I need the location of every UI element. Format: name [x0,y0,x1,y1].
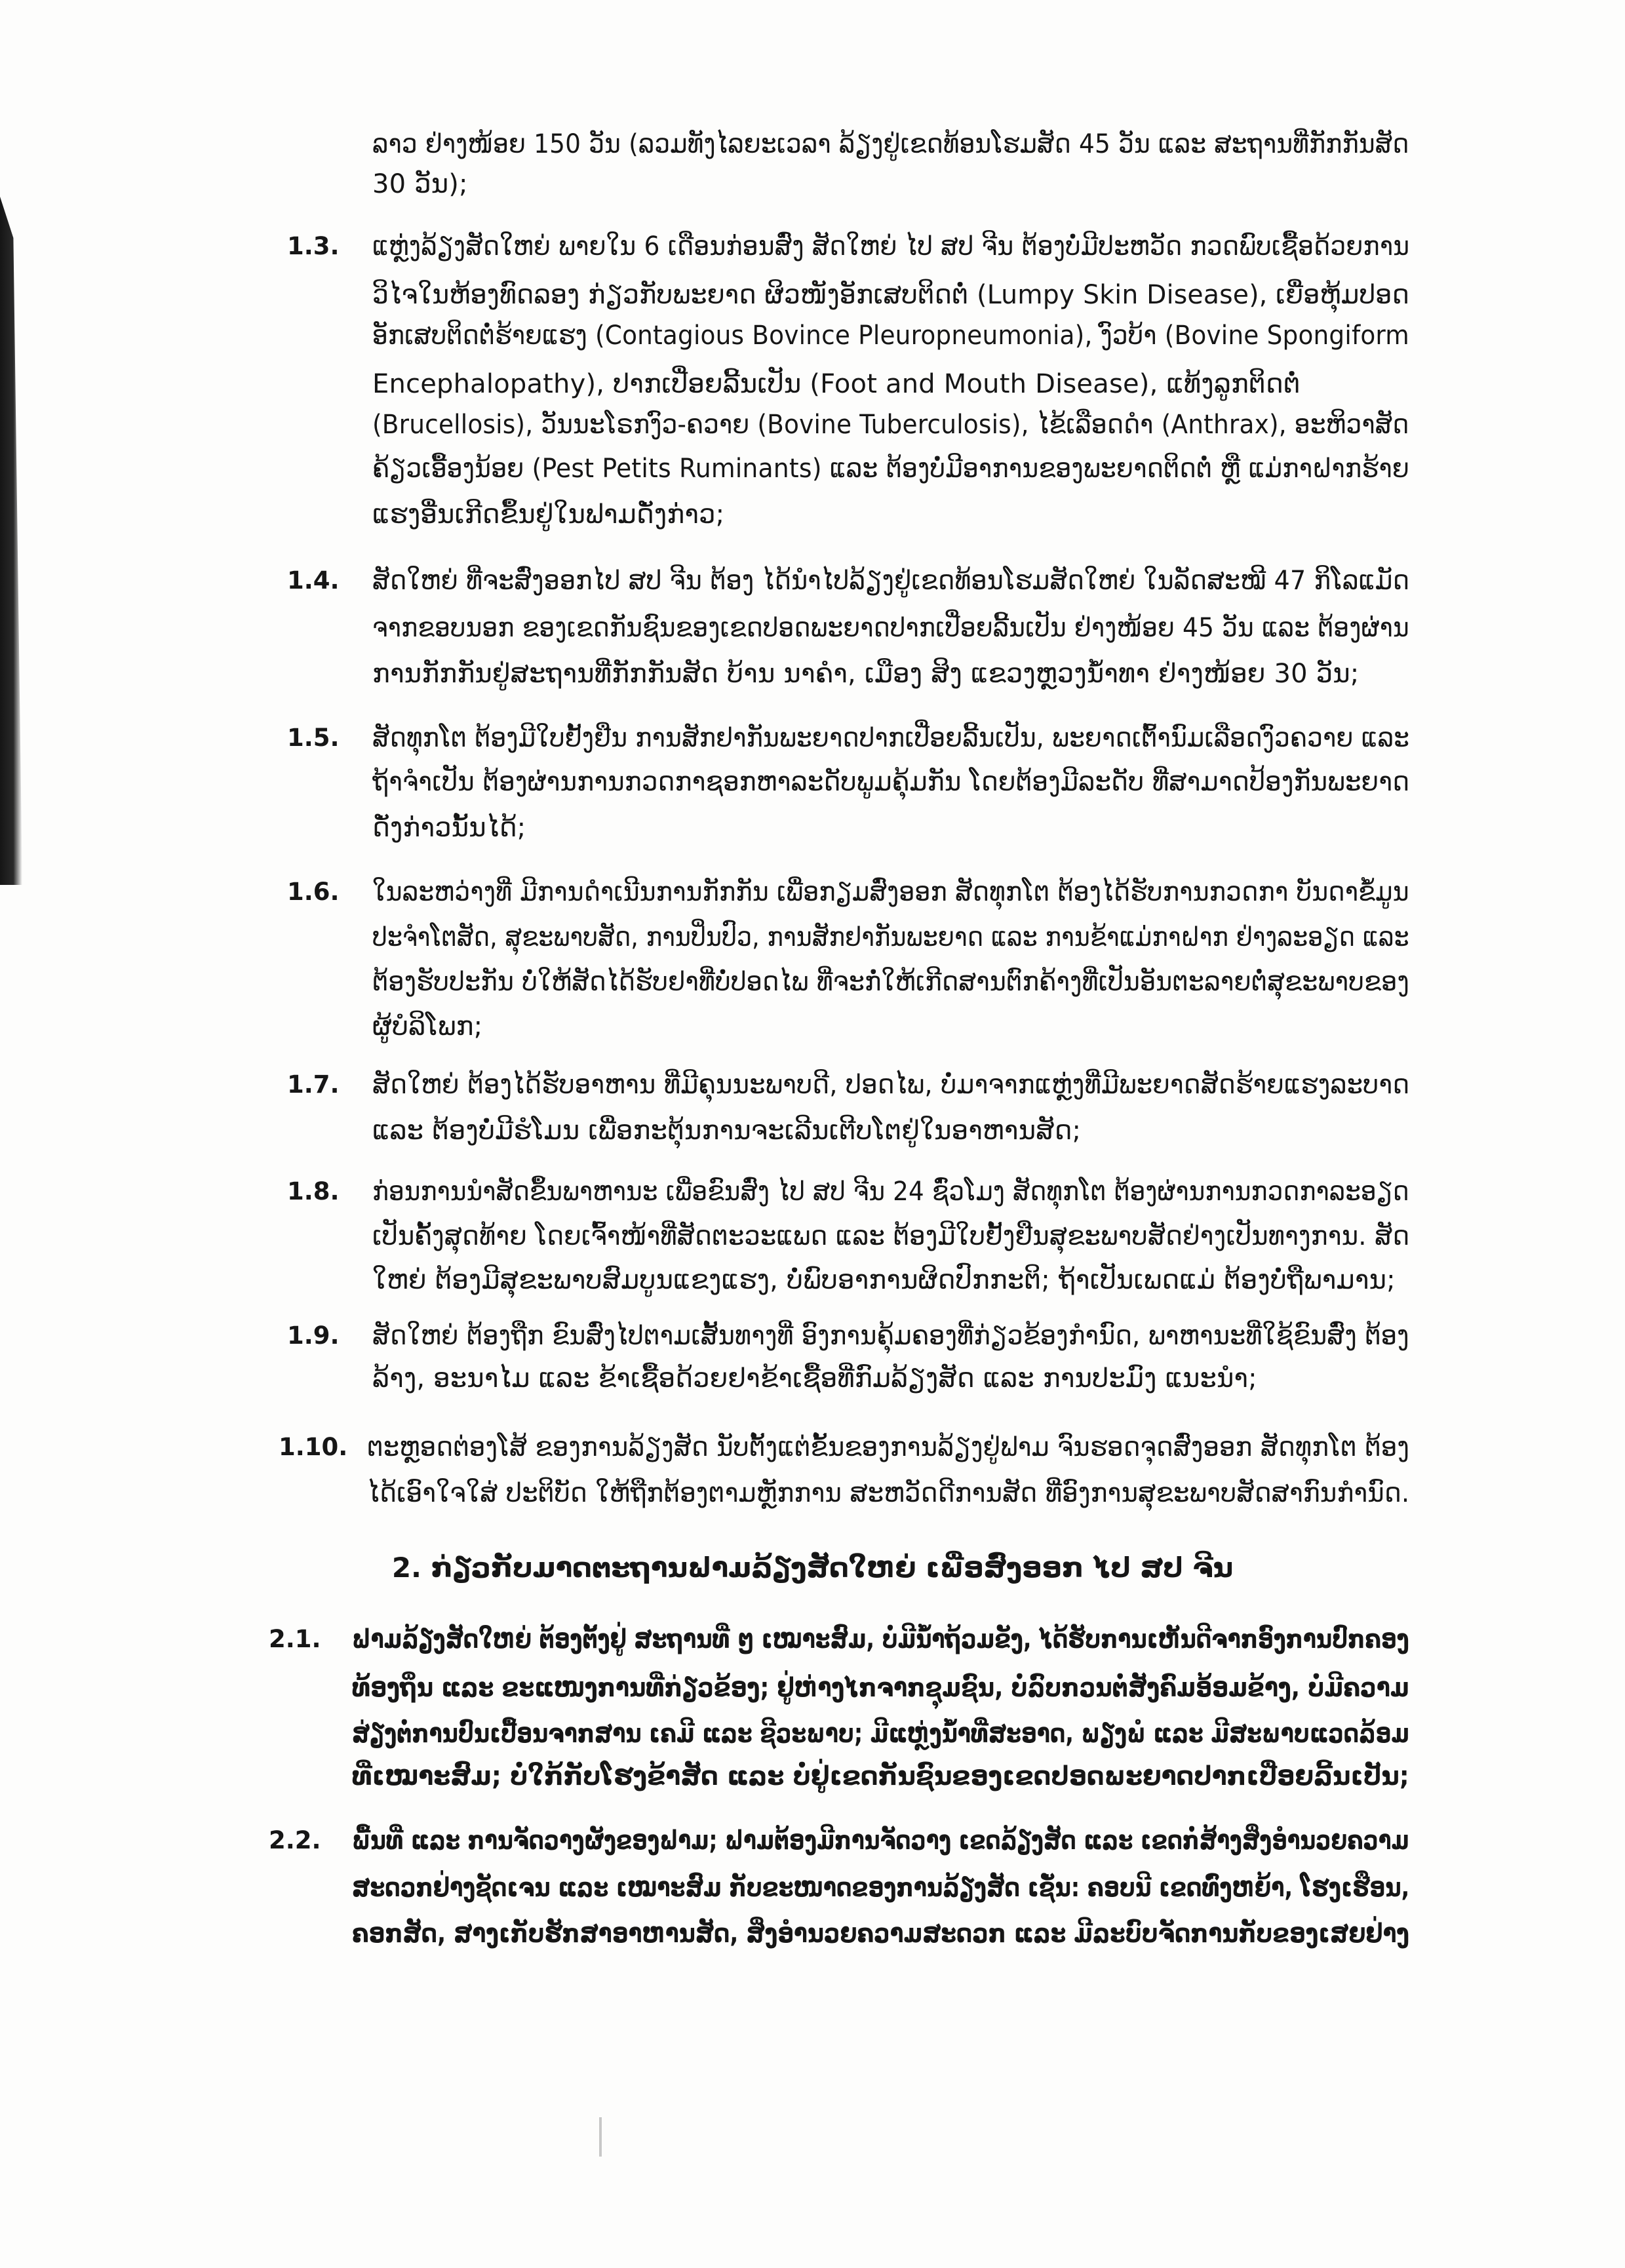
item-number: 1.7. [287,1070,340,1099]
paragraph-line: ແຫຼ່ງລ້ຽງສັດໃຫຍ່ ພາຍໃນ 6 ເດືອນກ່ອນສົ່ງ ສັດໃຫຍ່ ໄປ ສປ ຈີນ ຕ້ອງບໍ່ມີປະຫວັດ ກວດພົບເຊື້ອດ້ວຍການ [372,231,1410,262]
item-number: 1.3. [287,232,340,260]
scan-shadow [0,197,22,885]
scan-mark [599,2117,602,2157]
intro-line: ລາວ ຢ່າງໜ້ອຍ 150 ວັນ (ລວມທັງໄລຍະເວລາ ລ້ຽງຢູ່ເຂດທ້ອນໂຮມສັດ 45 ວັນ ແລະ ສະຖານທີ່ກັກກັນສັດ [372,129,1409,159]
paragraph-line: ຖ້າຈຳເປັນ ຕ້ອງຜ່ານການກວດກາຊອກຫາລະດັບພູມຄຸ້ມກັນ ໂດຍຕ້ອງມີລະດັບ ທີ່ສາມາດປ້ອງກັນພະຍາດ [372,767,1410,797]
paragraph-line: ໃນລະຫວ່າງທີ່ ມີການດຳເນີນການກັກກັນ ເພື່ອກຽມສົ່ງອອກ ສັດທຸກໂຕ ຕ້ອງໄດ້ຮັບການກວດກາ ບັນດາຂໍ້ມູນ [372,877,1409,907]
item-number: 1.5. [287,724,340,752]
paragraph-line: ວິໄຈໃນຫ້ອງທົດລອງ ກ່ຽວກັບພະຍາດ ຜິວໜັງອັກເສບຕິດຕໍ່ (Lumpy Skin Disease), ເຍື່ອຫຸ້ມປອດ [372,280,1409,310]
item-number: 1.10. [279,1433,348,1461]
paragraph-line: ກ່ອນການນຳສັດຂຶ້ນພາຫານະ ເພື່ອຂົນສົ່ງ ໄປ ສປ ຈີນ 24 ຊົ່ວໂມງ ສັດທຸກໂຕ ຕ້ອງຜ່ານການກວດກາລະອຽດ [372,1177,1409,1207]
paragraph-line: ແຮງອື່ນເກີດຂຶ້ນຢູ່ໃນຟາມດັ່ງກ່າວ; [372,499,725,530]
item-number: 1.6. [287,878,340,906]
paragraph-line: ໄດ້ເອົາໃຈໃສ່ ປະຕິບັດ ໃຫ້ຖືກຕ້ອງຕາມຫຼັກການ ສະຫວັດດີການສັດ ທີ່ອົງການສຸຂະພາບສັດສາກົນກຳນົດ. [367,1478,1410,1508]
paragraph-line: ອັກເສບຕິດຕໍ່ຮ້າຍແຮງ (Contagious Bovince Pleuropneumonia), ງົວບ້າ (Bovine Spongiform [372,321,1409,351]
paragraph-line: ເປັນຄັ້ງສຸດທ້າຍ ໂດຍເຈົ້າໜ້າທີ່ສັດຕະວະແພດ ແລະ ຕ້ອງມີໃບຢັ້ງຢືນສຸຂະພາບສັດຢ່າງເປັນທາງການ. ສັດ [372,1221,1410,1251]
item-number: 1.8. [287,1177,340,1205]
paragraph-line: ປະຈຳໂຕສັດ, ສຸຂະພາບສັດ, ການປິ່ນປົວ, ການສັກຢາກັນພະຍາດ ແລະ ການຂ້າແມ່ກາຝາກ ຢ່າງລະອຽດ ແລະ [372,922,1409,952]
paragraph-line: ສັດໃຫຍ່ ຕ້ອງຖືກ ຂົນສົ່ງໄປຕາມເສັ້ນທາງທີ່ ອົງການຄຸ້ມຄອງທີ່ກ່ຽວຂ້ອງກຳນົດ, ພາຫານະທີ່ໃຊ້ຂົນສົ່ງ ຕ້ອງ [372,1321,1409,1351]
paragraph-line: ຕະຫຼອດຕ່ອງໂສ້ ຂອງການລ້ຽງສັດ ນັບຕັ້ງແຕ່ຂັ້ນຂອງການລ້ຽງຢູ່ຟາມ ຈົນຮອດຈຸດສົ່ງອອກ ສັດທຸກໂຕ ຕ້ອງ [367,1432,1410,1462]
item-number: 2.2. [269,1826,321,1854]
paragraph-line: ຜູ້ບໍລິໂພກ; [372,1011,483,1042]
paragraph-line: (Brucellosis), ວັນນະໂຣກງົວ-ຄວາຍ (Bovine Tuberculosis), ໄຂ້ເລືອດດຳ (Anthrax), ອະຫິວາສັດ [372,410,1409,440]
item-number: 1.9. [287,1321,340,1350]
paragraph-line: ສະດວກຢ່າງຊັດເຈນ ແລະ ເໝາະສົມ ກັບຂະໜາດຂອງການລ້ຽງສັດ ເຊັ່ນ: ຄອບນີ ເຂດທົ່ງຫຍ້າ, ໂຮງເຮືອນ, [352,1873,1410,1903]
paragraph-line: ຄອກສັດ, ສາງເກັບຮັກສາອາຫານສັດ, ສິ່ງອຳນວຍຄວາມສະດວກ ແລະ ມີລະບົບຈັດການກັບຂອງເສຍຢ່າງ [352,1919,1410,1949]
paragraph-line: ໃຫຍ່ ຕ້ອງມີສຸຂະພາບສົມບູນແຂງແຮງ, ບໍ່ພົບອາການຜິດປົກກະຕິ; ຖ້າເປັນເພດແມ່ ຕ້ອງບໍ່ຖືພາມານ; [372,1265,1396,1295]
intro-line: 30 ວັນ); [372,169,468,199]
item-number: 2.1. [269,1625,321,1653]
paragraph-line: ຟາມລ້ຽງສັດໃຫຍ່ ຕ້ອງຕັ້ງຢູ່ ສະຖານທີ່ ໆ ເໝາະສົມ, ບໍ່ມີນ້ຳຖ້ວມຂັງ, ໄດ້ຮັບການເຫັນດີຈາກອົງການປົກຄອງ [352,1624,1409,1654]
paragraph-line: ແລະ ຕ້ອງບໍ່ມີຮໍໂມນ ເພື່ອກະຕຸ້ນການຈະເລີນເຕີບໂຕຢູ່ໃນອາຫານສັດ; [372,1116,1082,1146]
paragraph-line: ລ້າງ, ອະນາໄມ ແລະ ຂ້າເຊື້ອດ້ວຍຢາຂ້າເຊື້ອທີ່ກົມລ້ຽງສັດ ແລະ ການປະມົງ ແນະນຳ; [372,1363,1257,1394]
paragraph-line: ທີ່ເໝາະສົມ; ບໍ່ໃກ້ກັບໂຮງຂ້າສັດ ແລະ ບໍ່ຢູ່ເຂດກັນຊົນຂອງເຂດປອດພະຍາດປາກເປື່ອຍລີ້ນເປັນ; [352,1761,1409,1791]
paragraph-line: ສັດໃຫຍ່ ຕ້ອງໄດ້ຮັບອາຫານ ທີ່ມີຄຸນນະພາບດີ, ປອດໄພ, ບໍ່ມາຈາກແຫຼ່ງທີ່ມີພະຍາດສັດຮ້າຍແຮງລະບາດ [372,1070,1410,1100]
paragraph-line: ຈາກຂອບນອກ ຂອງເຂດກັນຊົນຂອງເຂດປອດພະຍາດປາກເປື່ອຍລີ້ນເປັນ ຢ່າງໜ້ອຍ 45 ວັນ ແລະ ຕ້ອງຜ່ານ [372,613,1409,643]
paragraph-line: ພື້ນທີ່ ແລະ ການຈັດວາງຜັງຂອງຟາມ; ຟາມຕ້ອງມີການຈັດວາງ ເຂດລ້ຽງສັດ ແລະ ເຂດກໍ່ສ້າງສິ່ງອຳນວຍຄວາມ [352,1826,1409,1856]
paragraph-line: ສັດທຸກໂຕ ຕ້ອງມີໃບຢັ້ງຢືນ ການສັກຢາກັນພະຍາດປາກເປື່ອຍລີ້ນເປັນ, ພະຍາດເຕົ້ານົມເລືອດງົວຄວາຍ ແລະ [372,723,1410,753]
paragraph-line: ສ່ຽງຕໍ່ການປົນເປື້ອນຈາກສານ ເຄມີ ແລະ ຊີວະພາບ; ມີແຫຼ່ງນ້ຳທີ່ສະອາດ, ພຽງພໍ ແລະ ມີສະພາບແວດລ້ອມ [352,1719,1410,1749]
paragraph-line: ການກັກກັນຢູ່ສະຖານທີ່ກັກກັນສັດ ບ້ານ ນາຄຳ, ເມືອງ ສິງ ແຂວງຫຼວງນ້ຳທາ ຢ່າງໜ້ອຍ 30 ວັນ; [372,659,1360,689]
paragraph-line: ດັ່ງກ່າວນັ້ນໄດ້; [372,813,526,843]
paragraph-line: ສັດໃຫຍ່ ທີ່ຈະສົ່ງອອກໄປ ສປ ຈີນ ຕ້ອງ ໄດ້ນຳໄປລ້ຽງຢູ່ເຂດທ້ອນໂຮມສັດໃຫຍ່ ໃນລັດສະໝີ 47 ກິໂລແມັດ [372,566,1410,596]
item-number: 1.4. [287,566,340,595]
paragraph-line: Encephalopathy), ປາກເປື່ອຍລີ້ນເປັນ (Foot and Mouth Disease), ແທ້ງລູກຕິດຕໍ່ [372,369,1301,399]
paragraph-line: ຕ້ອງຮັບປະກັນ ບໍ່ໃຫ້ສັດໄດ້ຮັບຢາທີ່ບໍ່ປອດໄພ ທີ່ຈະກໍ່ໃຫ້ເກີດສານຕົກຄ້າງທີ່ເປັນອັນຕະລາຍຕໍ່ສຸຂະພາບຂອງ [372,967,1409,997]
paragraph-line: ທ້ອງຖິ່ນ ແລະ ຂະແໜງການທີ່ກ່ຽວຂ້ອງ; ຢູ່ຫ່າງໄກຈາກຊຸມຊົນ, ບໍ່ລົບກວນຕໍ່ສັງຄົມອ້ອມຂ້າງ, ບໍ່ມີຄວາມ [352,1673,1409,1703]
paragraph-line: ຄ້ຽວເອື້ອງນ້ອຍ (Pest Petits Ruminants) ແລະ ຕ້ອງບໍ່ມີອາການຂອງພະຍາດຕິດຕໍ່ ຫຼື ແມ່ກາຝາກຮ້າຍ [372,454,1409,484]
section-heading: 2. ກ່ຽວກັບມາດຕະຖານຟາມລ້ຽງສັດໃຫຍ່ ເພື່ອສົ່ງອອກ ໄປ ສປ ຈີນ [391,1552,1234,1584]
